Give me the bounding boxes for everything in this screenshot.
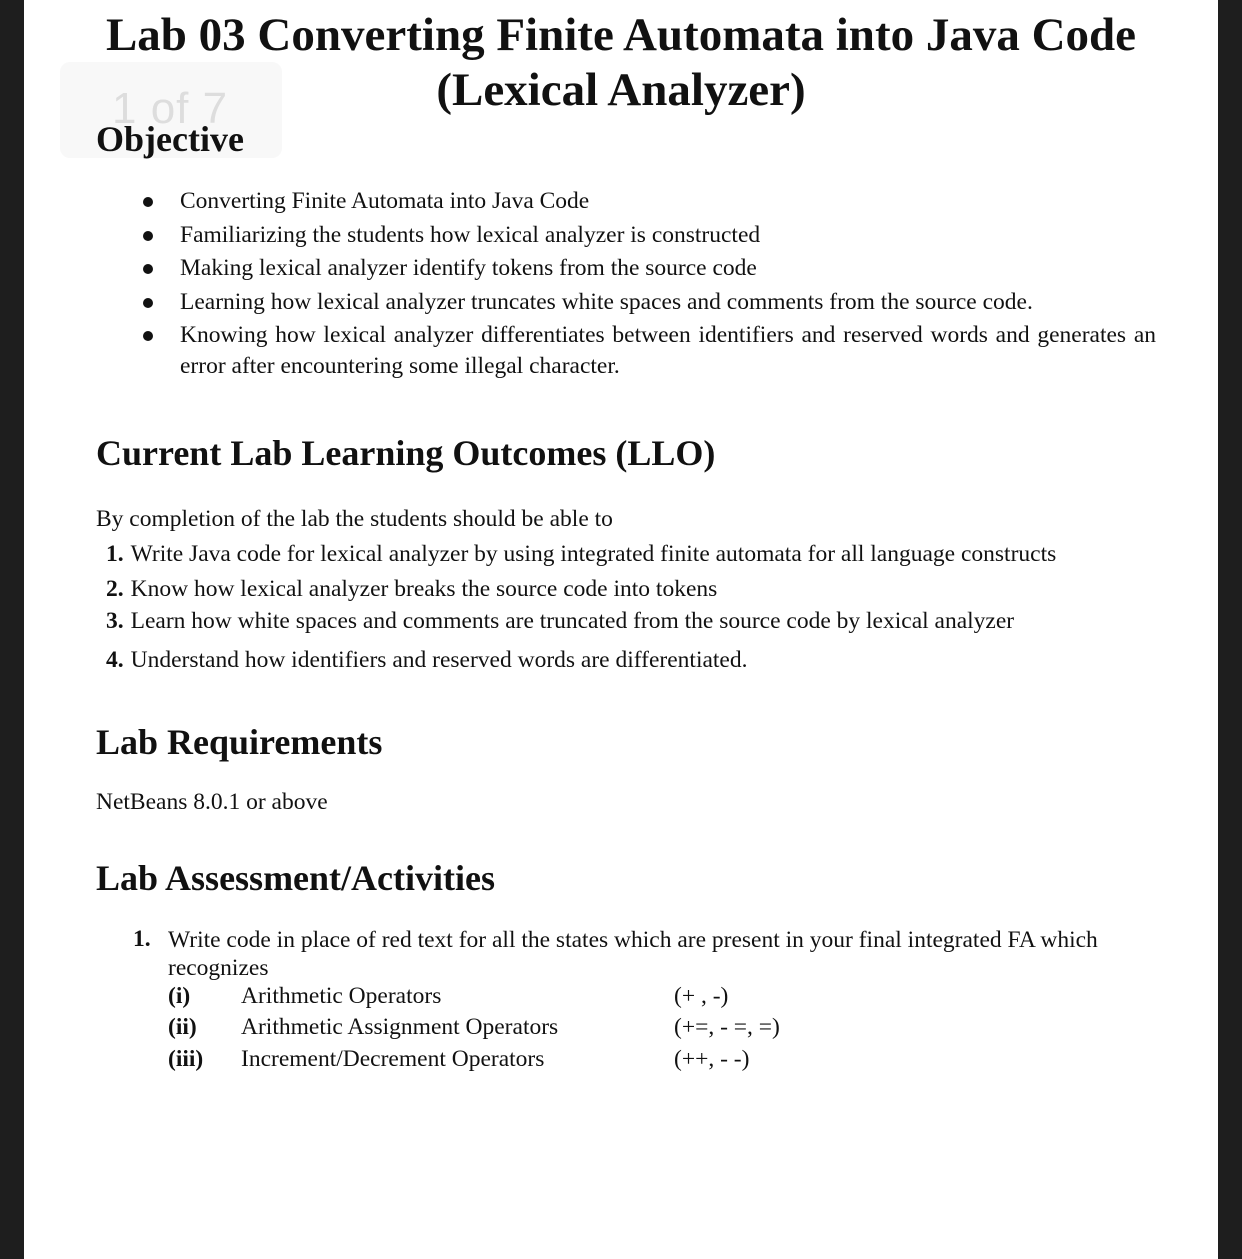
llo-intro: By completion of the lab the students should be able to (96, 506, 613, 532)
list-number: 2. (106, 576, 124, 602)
llo-heading: Current Lab Learning Outcomes (LLO) (96, 433, 716, 473)
list-item (106, 645, 748, 675)
list-item: Knowing how lexical analyzer differentiates between identifiers and reserved words and generates an error after encountering some illegal character. (96, 320, 1156, 382)
requirements-heading: Lab Requirements (96, 722, 383, 762)
list-item (106, 606, 1014, 636)
list-item (106, 574, 717, 604)
list-text: Learn how white spaces and comments are truncated from the source code by lexical analyzer (130, 608, 1015, 634)
page-indicator-label: 1 of 7 (112, 84, 229, 133)
document-title (24, 8, 1218, 118)
activity-text: Write code in place of red text for all the states which are present in your final integrated FA which recognizes (168, 927, 1098, 981)
sub-item-operators: (+=, - =, =) (674, 1014, 780, 1040)
list-item: Converting Finite Automata into Java Code (96, 186, 1156, 217)
activities-heading: Lab Assessment/Activities (96, 858, 495, 898)
list-item: Learning how lexical analyzer truncates white spaces and comments from the source code. (96, 287, 1156, 318)
list-text: Write Java code for lexical analyzer by using integrated finite automata for all language constructs (130, 541, 1057, 567)
list-number: 4. (106, 647, 124, 673)
list-item: Making lexical analyzer identify tokens from the source code (96, 253, 1156, 284)
list-number: 3. (106, 608, 124, 634)
sub-item-operators: (+ , -) (674, 983, 729, 1009)
sub-item-number: (i) (168, 983, 191, 1009)
list-item (106, 539, 1056, 569)
list-text: Know how lexical analyzer breaks the source code into tokens (130, 576, 718, 602)
sub-item-name: Arithmetic Assignment Operators (241, 1014, 559, 1040)
sub-item-name: Arithmetic Operators (241, 983, 442, 1009)
sub-item-number: (ii) (168, 1014, 197, 1040)
sub-item-number: (iii) (168, 1046, 204, 1072)
objective-heading: Objective (96, 119, 244, 159)
requirements-text: NetBeans 8.0.1 or above (96, 789, 328, 815)
objective-list (96, 186, 1156, 385)
sub-item-name: Increment/Decrement Operators (241, 1046, 545, 1072)
list-text: Understand how identifiers and reserved words are differentiated. (130, 647, 748, 673)
list-item: Familiarizing the students how lexical analyzer is constructed (96, 220, 1156, 251)
title-line-2: (Lexical Analyzer) (436, 64, 806, 116)
activity-number: 1. (133, 926, 151, 952)
list-number: 1. (106, 541, 124, 567)
title-line-1: Lab 03 Converting Finite Automata into Java Code (105, 9, 1137, 61)
sub-item-operators: (++, - -) (674, 1046, 750, 1072)
